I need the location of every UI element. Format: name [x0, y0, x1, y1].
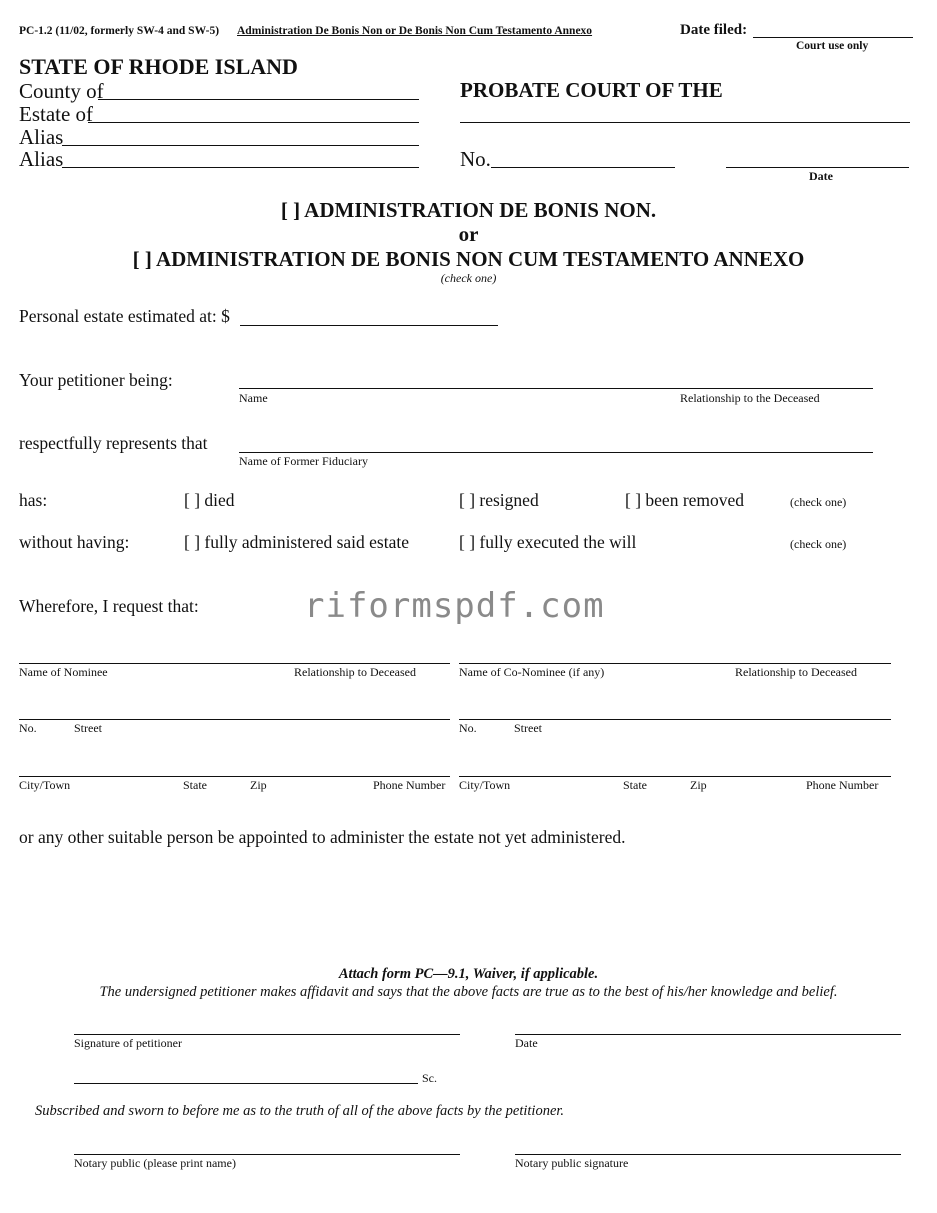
nominee-no-caption: No. [19, 721, 37, 735]
personal-estate-label: Personal estate estimated at: $ [19, 306, 230, 326]
sworn-statement: Subscribed and sworn to before me as to the truth of all of the above facts by the petitioner. [35, 1103, 565, 1119]
other-person-text: or any other suitable person be appointed to administer the estate not yet administered. [19, 827, 626, 847]
signature-date-field[interactable] [515, 1034, 901, 1035]
nominee-city-field[interactable] [19, 776, 450, 777]
personal-estate-field[interactable] [240, 325, 498, 326]
sc-label: Sc. [422, 1071, 437, 1085]
represents-label: respectfully represents that [19, 433, 208, 453]
conominee-phone-caption: Phone Number [806, 778, 879, 792]
without-check-one: (check one) [790, 537, 847, 551]
notary-name-field[interactable] [74, 1154, 460, 1155]
nominee-relationship-caption: Relationship to Deceased [294, 665, 416, 679]
conominee-name-field[interactable] [459, 663, 891, 664]
signature-date-label: Date [515, 1036, 538, 1050]
conominee-no-caption: No. [459, 721, 477, 735]
former-fiduciary-field[interactable] [239, 452, 873, 453]
probate-court-label: PROBATE COURT OF THE [460, 78, 723, 102]
option-cum-testamento-annexo[interactable]: [ ] ADMINISTRATION DE BONIS NON CUM TESTAMENTO ANNEXO [132, 247, 805, 271]
conominee-city-caption: City/Town [459, 778, 511, 792]
sc-field[interactable] [74, 1083, 418, 1084]
case-no-label: No. [460, 147, 491, 171]
checkbox-died[interactable]: [ ] died [184, 490, 235, 510]
petitioner-signature-field[interactable] [74, 1034, 460, 1035]
alias-field-1[interactable] [62, 145, 419, 146]
date-filed-field[interactable] [753, 37, 913, 38]
estate-field[interactable] [88, 122, 419, 123]
nominee-street-caption: Street [74, 721, 102, 735]
option-de-bonis-non[interactable]: [ ] ADMINISTRATION DE BONIS NON. [280, 198, 657, 222]
checkbox-fully-administered[interactable]: [ ] fully administered said estate [184, 532, 409, 552]
petitioner-being-label: Your petitioner being: [19, 370, 173, 390]
county-field[interactable] [98, 99, 419, 100]
caption-date-label: Date [809, 169, 833, 183]
form-title: Administration De Bonis Non or De Bonis Non Cum Testamento Annexo [237, 25, 593, 37]
attach-waiver-note: Attach form PC—9.1, Waiver, if applicable. [338, 966, 599, 982]
affidavit-text: The undersigned petitioner makes affidavit and says that the above facts are true as to the best of his/her knowledge and belief. [99, 984, 838, 1000]
former-fiduciary-caption: Name of Former Fiduciary [239, 454, 368, 468]
wherefore-label: Wherefore, I request that: [19, 596, 199, 616]
conominee-zip-caption: Zip [690, 778, 707, 792]
watermark: riformspdf.com [304, 586, 605, 626]
nominee-address-field[interactable] [19, 719, 450, 720]
alias-label-1: Alias [19, 125, 64, 149]
petitioner-name-caption: Name [239, 391, 268, 405]
alias-label-2: Alias [19, 147, 64, 171]
conominee-street-caption: Street [514, 721, 542, 735]
has-label: has: [19, 490, 48, 510]
checkbox-been-removed[interactable]: [ ] been removed [625, 490, 745, 510]
state-heading: STATE OF RHODE ISLAND [19, 54, 298, 79]
conominee-address-field[interactable] [459, 719, 891, 720]
nominee-state-caption: State [183, 778, 207, 792]
nominee-city-caption: City/Town [19, 778, 71, 792]
petitioner-signature-label: Signature of petitioner [74, 1036, 182, 1050]
county-label: County of [19, 79, 104, 103]
alias-field-2[interactable] [62, 167, 419, 168]
case-no-field[interactable] [491, 167, 675, 168]
checkbox-resigned[interactable]: [ ] resigned [459, 490, 539, 510]
caption-date-field[interactable] [726, 167, 909, 168]
checkbox-fully-executed[interactable]: [ ] fully executed the will [459, 532, 637, 552]
conominee-state-caption: State [623, 778, 647, 792]
notary-name-label: Notary public (please print name) [74, 1156, 236, 1170]
conominee-name-caption: Name of Co-Nominee (if any) [459, 665, 605, 679]
court-name-field[interactable] [460, 122, 910, 123]
petitioner-name-field[interactable] [239, 388, 873, 389]
notary-signature-field[interactable] [515, 1154, 901, 1155]
notary-signature-label: Notary public signature [515, 1156, 629, 1170]
court-use-only: Court use only [796, 40, 869, 52]
conominee-city-field[interactable] [459, 776, 891, 777]
conominee-relationship-caption: Relationship to Deceased [735, 665, 857, 679]
form-code: PC-1.2 (11/02, formerly SW-4 and SW-5) [19, 25, 220, 37]
nominee-phone-caption: Phone Number [373, 778, 446, 792]
nominee-name-field[interactable] [19, 663, 450, 664]
nominee-zip-caption: Zip [250, 778, 267, 792]
title-check-one: (check one) [440, 271, 497, 285]
estate-label: Estate of [19, 102, 94, 126]
has-check-one: (check one) [790, 495, 847, 509]
without-having-label: without having: [19, 532, 130, 552]
date-filed-label: Date filed: [680, 22, 748, 38]
title-or: or [458, 222, 479, 246]
nominee-name-caption: Name of Nominee [19, 665, 108, 679]
petitioner-relationship-caption: Relationship to the Deceased [680, 391, 820, 405]
